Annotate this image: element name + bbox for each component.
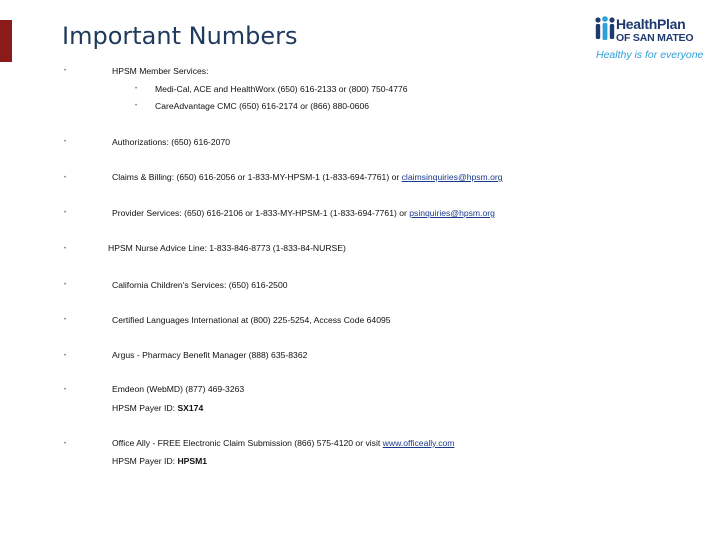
officeally-payer-id <box>112 456 207 466</box>
provider-text: Provider Services: (650) 616-2106 or 1-833-MY-HPSM-1 (1-833-694-7761) or <box>112 208 407 218</box>
officeally-link[interactable]: www.officeally.com <box>382 438 455 448</box>
list-item-officeally <box>112 438 454 448</box>
list-item-nurse-line: HPSM Nurse Advice Line: 1-833-846-8773 (1-833-84-NURSE) <box>108 243 346 253</box>
logo-line-2: OF SAN MATEO <box>616 32 694 44</box>
accent-bar <box>0 20 12 62</box>
emdeon-payer-value: SX174 <box>177 403 204 413</box>
people-figures-icon <box>594 16 616 48</box>
list-item-careadvantage: CareAdvantage CMC (650) 616-2174 or (866) 880-0606 <box>155 101 370 111</box>
list-item-languages: Certified Languages International at (800) 225-5254, Access Code 64095 <box>112 315 391 325</box>
list-item-authorizations: Authorizations: (650) 616-2070 <box>112 137 231 147</box>
bullet-icon: • <box>64 353 67 359</box>
bullet-icon: • <box>64 282 67 288</box>
bullet-icon: • <box>64 246 67 252</box>
list-item-member-services: HPSM Member Services: <box>112 66 209 76</box>
provider-email-link[interactable]: psinquiries@hpsm.org <box>409 208 495 218</box>
bullet-icon: • <box>135 103 138 109</box>
bullet-icon: • <box>64 68 67 74</box>
bullet-icon: • <box>64 175 67 181</box>
emdeon-payer-id <box>112 403 203 413</box>
bullet-icon: • <box>64 139 67 145</box>
officeally-payer-label: HPSM Payer ID: <box>112 456 176 466</box>
hpsm-logo <box>594 14 714 64</box>
bullet-icon: • <box>64 317 67 323</box>
claims-text: Claims & Billing: (650) 616-2056 or 1-833-MY-HPSM-1 (1-833-694-7761) or <box>112 172 400 182</box>
list-item-emdeon: Emdeon (WebMD) (877) 469-3263 <box>112 384 245 394</box>
logo-line-1: HealthPlan <box>616 16 686 32</box>
list-item-argus: Argus - Pharmacy Benefit Manager (888) 635-8362 <box>112 350 308 360</box>
list-item-ccs: California Children's Services: (650) 616-2500 <box>112 280 288 290</box>
list-item-claims <box>112 172 503 182</box>
list-item-provider-services <box>112 208 495 218</box>
logo-tagline: Healthy is for everyone <box>596 49 704 61</box>
officeally-payer-value: HPSM1 <box>177 456 208 466</box>
bullet-icon: • <box>64 387 67 393</box>
page-title: Important Numbers <box>62 22 298 50</box>
bullet-icon: • <box>64 210 67 216</box>
claims-email-link[interactable]: claimsinquiries@hpsm.org <box>401 172 503 182</box>
bullet-icon: • <box>135 86 138 92</box>
bullet-icon: • <box>64 441 67 447</box>
officeally-text: Office Ally - FREE Electronic Claim Submission (866) 575-4120 or visit <box>112 438 381 448</box>
emdeon-payer-label: HPSM Payer ID: <box>112 403 176 413</box>
list-item-medical: Medi-Cal, ACE and HealthWorx (650) 616-2133 or (800) 750-4776 <box>155 84 408 94</box>
